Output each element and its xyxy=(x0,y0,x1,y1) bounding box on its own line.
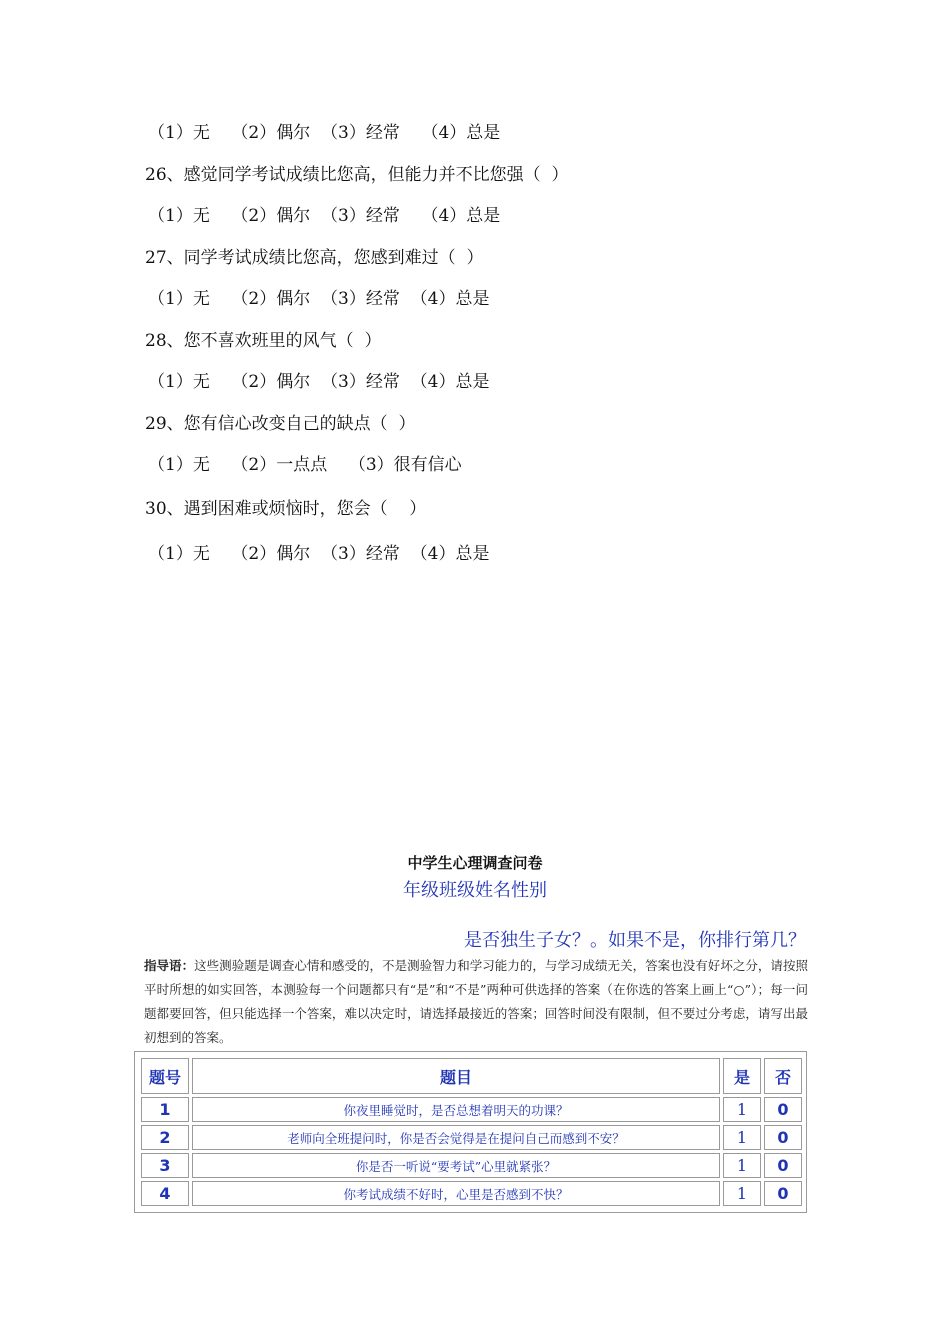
table-header-row xyxy=(141,1058,802,1094)
row-yes-option[interactable]: 1 xyxy=(723,1181,761,1206)
row-question: 老师向全班提问时，你是否会觉得是在提问自己而感到不安？ xyxy=(192,1125,720,1150)
row-no-option[interactable]: 0 xyxy=(764,1181,802,1206)
question-29: 29、您有信心改变自己的缺点（ ） xyxy=(145,414,416,434)
instructions-label: 指导语： xyxy=(144,958,195,973)
row-yes-option[interactable]: 1 xyxy=(723,1097,761,1122)
row-no-option[interactable]: 0 xyxy=(764,1097,802,1122)
questionnaire-title: 中学生心理调查问卷 xyxy=(407,854,543,872)
row-yes-option[interactable]: 1 xyxy=(723,1153,761,1178)
row-yes-option[interactable]: 1 xyxy=(723,1125,761,1150)
questions-table xyxy=(138,1055,805,1209)
header-question: 题目 xyxy=(192,1058,720,1094)
answer-options-26: （1）无 （2）偶尔 （3）经常 （4）总是 xyxy=(148,206,501,226)
table-row xyxy=(141,1181,802,1206)
header-yes: 是 xyxy=(723,1058,761,1094)
table-row xyxy=(141,1125,802,1150)
instructions-text: 这些测验题是调查心情和感受的，不是测验智力和学习能力的，与学习成绩无关，答案也没有好坏之分，请按照平时所想的如实回答，本测验每一个问题都只有“是”和“不是”两种可供选择的答案（在你选的答案上画上“○”）；每一问题都要回答，但只能选择一个答案，难以决定时，请选择最接近的答案；回答时间没有限制，但不要过分考虑，请写出最初想到的答案。 xyxy=(144,958,808,1045)
answer-options-27: （1）无 （2）偶尔 （3）经常 （4）总是 xyxy=(148,289,490,309)
row-question: 你考试成绩不好时，心里是否感到不快？ xyxy=(192,1181,720,1206)
row-number: 3 xyxy=(141,1153,189,1178)
row-number: 4 xyxy=(141,1181,189,1206)
questions-table-frame xyxy=(134,1051,807,1213)
question-27: 27、同学考试成绩比您高，您感到难过（ ） xyxy=(145,248,484,268)
answer-options-25: （1）无 （2）偶尔 （3）经常 （4）总是 xyxy=(148,123,501,143)
question-28: 28、您不喜欢班里的风气（ ） xyxy=(145,331,382,351)
question-30: 30、遇到困难或烦恼时，您会（ ） xyxy=(145,499,427,519)
answer-options-30: （1）无 （2）偶尔 （3）经常 （4）总是 xyxy=(148,544,490,564)
row-no-option[interactable]: 0 xyxy=(764,1153,802,1178)
header-number: 题号 xyxy=(141,1058,189,1094)
table-row xyxy=(141,1097,802,1122)
student-info-line: 年级班级姓名性别 xyxy=(403,880,547,901)
row-question: 你夜里睡觉时，是否总想着明天的功课？ xyxy=(192,1097,720,1122)
table-row xyxy=(141,1153,802,1178)
answer-options-29: （1）无 （2）一点点 （3）很有信心 xyxy=(148,455,462,475)
row-number: 1 xyxy=(141,1097,189,1122)
row-question: 你是否一听说“要考试”心里就紧张？ xyxy=(192,1153,720,1178)
only-child-question: 是否独生子女？。如果不是，你排行第几？ xyxy=(464,930,806,951)
header-no: 否 xyxy=(764,1058,802,1094)
question-26: 26、感觉同学考试成绩比您高，但能力并不比您强（ ） xyxy=(145,165,569,185)
answer-options-28: （1）无 （2）偶尔 （3）经常 （4）总是 xyxy=(148,372,490,392)
instructions xyxy=(144,954,808,1050)
row-no-option[interactable]: 0 xyxy=(764,1125,802,1150)
row-number: 2 xyxy=(141,1125,189,1150)
